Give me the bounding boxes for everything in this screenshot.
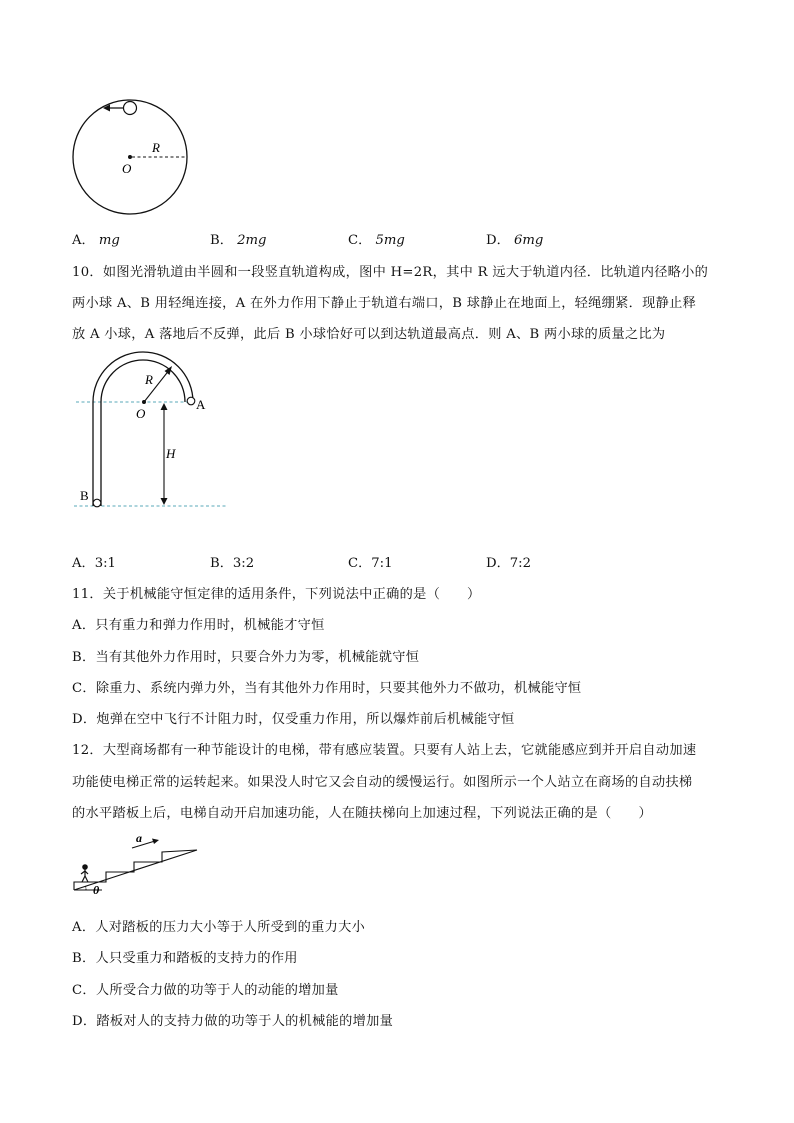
track-inner-wall (101, 360, 185, 506)
q10-option-d[interactable]: D．7:2 (486, 556, 531, 571)
height-arrowhead-bottom (161, 498, 168, 505)
q12-stem-line-3: 的水平踏板上后，电梯自动开启加速功能，人在随扶梯向上加速过程，下列说法正确的是（ ） (72, 806, 652, 821)
label-a: a (136, 831, 142, 845)
q10-stem-line-1: 10．如图光滑轨道由半圆和一段竖直轨道构成，图中 H=2R，其中 R 远大于轨道内径．比轨道内径略小的 (72, 265, 709, 280)
label-theta: θ (93, 883, 100, 895)
ball (124, 102, 137, 115)
height-arrowhead-top (161, 403, 168, 410)
q12-option-a[interactable]: A．人对踏板的压力大小等于人所受到的重力大小 (72, 920, 366, 935)
q10-option-c[interactable]: C．7:1 (348, 556, 393, 571)
q11-stem: 11．关于机械能守恒定律的适用条件，下列说法中正确的是（ ） (72, 587, 481, 602)
q12-option-d[interactable]: D．踏板对人的支持力做的功等于人的机械能的增加量 (72, 1014, 394, 1029)
label-O: O (136, 406, 146, 421)
person-icon (81, 865, 88, 882)
q11-option-d[interactable]: D．炮弹在空中飞行不计阻力时，仅受重力作用，所以爆炸前后机械能守恒 (72, 712, 515, 727)
label-H: H (166, 446, 176, 461)
q10-stem-line-3: 放 A 小球，A 落地后不反弹，此后 B 小球恰好可以到达轨道最高点．则 A、B 两小球的质量之比为 (72, 327, 666, 342)
label-A: A (196, 397, 206, 412)
ball-A (187, 397, 195, 405)
q12-escalator-figure (72, 830, 202, 895)
q9-option-a[interactable]: A． mg (72, 233, 120, 248)
acceleration-arrowhead (152, 839, 159, 845)
q12-option-c[interactable]: C．人所受合力做的功等于人的动能的增加量 (72, 983, 339, 998)
q10-option-b[interactable]: B．3:2 (210, 556, 255, 571)
q11-option-c[interactable]: C．除重力、系统内弹力外，当有其他外力作用时，只要其他外力不做功，机械能守恒 (72, 681, 582, 696)
q10-track-figure (72, 340, 242, 515)
ball-B (93, 499, 101, 507)
label-O: O (122, 161, 132, 176)
label-B: B (80, 488, 89, 503)
q12-stem-line-2: 功能使电梯正常的运转起来。如果没人时它又会自动的缓慢运行。如图所示一个人站立在商场的自动扶梯 (72, 775, 693, 790)
center-dot (128, 155, 132, 159)
q9-option-b[interactable]: B． 2mg (210, 233, 267, 248)
q10-option-a[interactable]: A．3:1 (72, 556, 116, 571)
q9-option-c[interactable]: C． 5mg (348, 233, 405, 248)
q12-option-b[interactable]: B．人只受重力和踏板的支持力的作用 (72, 951, 298, 966)
label-R: R (152, 140, 160, 155)
track-outer-wall (93, 352, 193, 506)
q9-option-d[interactable]: D． 6mg (486, 233, 544, 248)
q12-stem-line-1: 12．大型商场都有一种节能设计的电梯，带有感应装置。只要有人站上去，它就能感应到并开启自动加速 (72, 743, 697, 758)
label-R: R (145, 372, 153, 387)
q11-option-b[interactable]: B．当有其他外力作用时，只要合外力为零，机械能就守恒 (72, 650, 420, 665)
q9-circle-figure (68, 92, 198, 217)
angle-arc (86, 886, 87, 890)
q11-option-a[interactable]: A．只有重力和弹力作用时，机械能才守恒 (72, 618, 325, 633)
q10-stem-line-2: 两小球 A、B 用轻绳连接，A 在外力作用下静止于轨道右端口，B 球静止在地面上，轻绳绷紧．现静止释 (72, 296, 697, 311)
